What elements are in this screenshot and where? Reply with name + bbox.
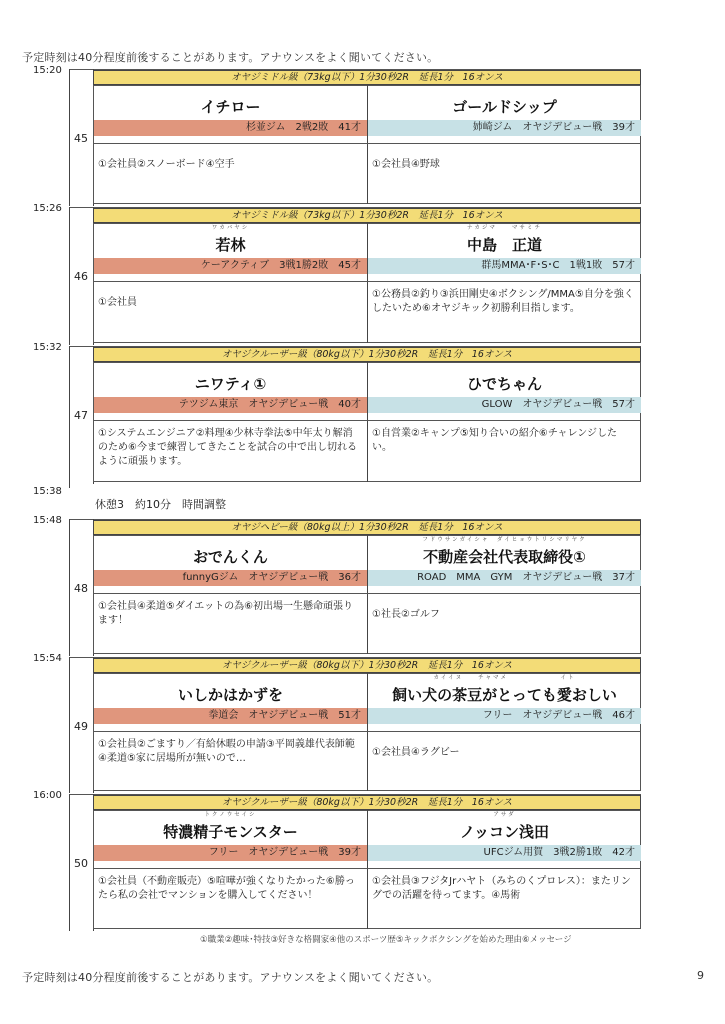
blue-fighter-name: 不動産会社代表取締役① bbox=[423, 548, 586, 566]
rule-bar: オヤジヘビー級（80kg以上）1分30秒2R 延長1分 16オンス bbox=[93, 520, 641, 535]
red-fighter-name: おでんくん bbox=[193, 548, 268, 566]
blue-fighter-name: 飼い犬の茶豆がとっても愛おしい bbox=[392, 686, 617, 704]
bout-time: 15:54 bbox=[33, 653, 62, 664]
red-fighter-name: 若林 bbox=[215, 236, 246, 254]
red-fighter-profile: ①会社員④柔道⑤ダイエットの為⑥初出場一生懸命頑張ります！ bbox=[98, 601, 354, 626]
red-fighter-profile: ①会社員②スノーボード④空手 bbox=[98, 159, 235, 170]
rule-bar: オヤジクルーザー級（80kg以下）1分30秒2R 延長1分 16オンス bbox=[93, 347, 641, 362]
red-fighter-name: イチロー bbox=[200, 98, 261, 116]
blue-name-ruby: カイイヌ チャマメ イト bbox=[433, 675, 576, 681]
red-fighter-info: テツジム東京 オヤジデビュー戦 40才 bbox=[94, 397, 367, 413]
blue-fighter-name: 中島 正道 bbox=[466, 236, 542, 254]
blue-fighter-info: 群馬MMA･F･S･C 1戦1敗 57才 bbox=[368, 258, 641, 274]
bottom-note: 予定時刻は40分程度前後することがあります。アナウンスをよく聞いてください。 bbox=[22, 971, 439, 984]
blue-fighter-info: GLOW オヤジデビュー戦 57才 bbox=[368, 397, 641, 413]
red-fighter-info: フリー オヤジデビュー戦 39才 bbox=[94, 845, 367, 861]
red-fighter-info: ケーアクティブ 3戦1勝2敗 45才 bbox=[94, 258, 367, 274]
red-fighter-profile: ①会社員 bbox=[98, 297, 137, 308]
profile-separator bbox=[93, 281, 641, 282]
bout-time: 15:26 bbox=[33, 203, 62, 214]
red-name-ruby: ワカバヤシ bbox=[211, 225, 250, 231]
red-fighter-profile: ①システムエンジニア②料理④少林寺拳法⑤中年太り解消のため⑥今まで練習してきたことを試合の中で出し切れるように頑張ります。 bbox=[98, 428, 357, 467]
blue-fighter-profile: ①会社員④ラグビー bbox=[372, 747, 460, 758]
blue-fighter-profile: ①公務員②釣り③浜田剛史④ボクシング/MMA⑤自分を強くしたいため⑥オヤジキック初勝利目指します。 bbox=[372, 289, 634, 314]
red-fighter-name: 特濃精子モンスター bbox=[163, 823, 298, 841]
rule-bar: オヤジクルーザー級（80kg以下）1分30秒2R 延長1分 16オンス bbox=[93, 658, 641, 673]
rule-bar: オヤジミドル級（73kg以下）1分30秒2R 延長1分 16オンス bbox=[93, 208, 641, 223]
break-time: 15:38 bbox=[33, 486, 62, 497]
blue-fighter-name: ひでちゃん bbox=[466, 375, 542, 393]
bout-time: 15:48 bbox=[33, 515, 62, 526]
red-name-ruby: トクノウセイシ bbox=[204, 812, 257, 818]
bout-time: 15:20 bbox=[33, 65, 62, 76]
profile-separator bbox=[93, 143, 641, 144]
blue-fighter-info: UFCジム用賀 3戦2勝1敗 42才 bbox=[368, 845, 641, 861]
blue-fighter-name: ノッコン浅田 bbox=[460, 823, 549, 841]
bout-number: 49 bbox=[74, 720, 88, 733]
bout-number: 50 bbox=[74, 857, 88, 870]
red-fighter-info: 杉並ジム 2戦2敗 41才 bbox=[94, 120, 367, 136]
rule-bar: オヤジミドル級（73kg以下）1分30秒2R 延長1分 16オンス bbox=[93, 70, 641, 85]
profile-separator bbox=[93, 731, 641, 732]
bout-time: 15:32 bbox=[33, 342, 62, 353]
blue-name-ruby: フドウサンガイシャ ダイヒョウトリシマリヤク bbox=[422, 537, 587, 543]
blue-fighter-profile: ①会社員④野球 bbox=[372, 159, 440, 170]
bout-number: 48 bbox=[74, 582, 88, 595]
profile-separator bbox=[93, 868, 641, 869]
red-fighter-info: 拳道会 オヤジデビュー戦 51才 bbox=[94, 708, 367, 724]
blue-name-ruby: アサダ bbox=[493, 812, 516, 818]
red-fighter-profile: ①会社員②ごますり／有給休暇の申請③平岡義雄代表師範④柔道⑤家に居場所が無いので… bbox=[98, 739, 355, 764]
red-fighter-profile: ①会社員（不動産販売）⑤喧嘩が強くなりたかった⑥勝ったら私の会社でマンションを購入してください！ bbox=[98, 876, 355, 901]
bout-number: 46 bbox=[74, 270, 88, 283]
blue-fighter-profile: ①自営業②キャンプ⑤知り合いの紹介⑥チャレンジしたい。 bbox=[372, 428, 618, 453]
blue-fighter-name: ゴールドシップ bbox=[452, 98, 557, 116]
blue-name-ruby: ナカジマ マサミチ bbox=[467, 225, 542, 231]
rule-bar: オヤジクルーザー級（80kg以下）1分30秒2R 延長1分 16オンス bbox=[93, 795, 641, 810]
break-left-border bbox=[69, 482, 70, 488]
blue-fighter-profile: ①社長②ゴルフ bbox=[372, 609, 440, 620]
profile-separator bbox=[93, 593, 641, 594]
blue-fighter-info: フリー オヤジデビュー戦 46才 bbox=[368, 708, 641, 724]
blue-fighter-info: ROAD MMA GYM オヤジデビュー戦 37才 bbox=[368, 570, 641, 586]
bout-number: 45 bbox=[74, 132, 88, 145]
red-fighter-info: funnyGジム オヤジデビュー戦 36才 bbox=[94, 570, 367, 586]
profile-separator bbox=[93, 420, 641, 421]
break-label: 休憩3 約10分 時間調整 bbox=[95, 498, 226, 511]
red-fighter-name: ニワティ① bbox=[194, 375, 267, 393]
blue-fighter-info: 姉崎ジム オヤジデビュー戦 39才 bbox=[368, 120, 641, 136]
red-fighter-name: いしかはかずを bbox=[177, 686, 283, 704]
top-note: 予定時刻は40分程度前後することがあります。アナウンスをよく聞いてください。 bbox=[22, 51, 439, 64]
bout-number: 47 bbox=[74, 409, 88, 422]
blue-fighter-profile: ①会社員③フジタJrハヤト（みちのくプロレス）：またリングでの活躍を待ってます。④馬術 bbox=[372, 876, 631, 901]
bout-time: 16:00 bbox=[33, 790, 62, 801]
legend: ①職業②趣味･特技③好きな格闘家④他のスポーツ歴⑤キックボクシングを始めた理由⑥メッセージ bbox=[200, 935, 572, 945]
page-number: 9 bbox=[697, 969, 704, 982]
